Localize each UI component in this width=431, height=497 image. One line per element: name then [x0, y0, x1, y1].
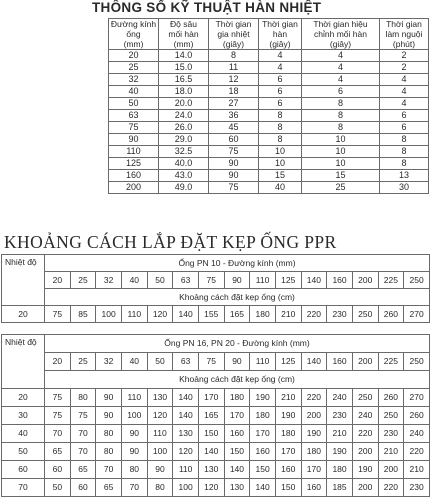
- weld-cell: 40.0: [159, 158, 209, 170]
- spacing-cell: 140: [173, 389, 199, 407]
- weld-header-line: làm nguội: [385, 29, 423, 39]
- spacing-cell: 230: [327, 407, 353, 425]
- spacing-cell: 70: [121, 479, 147, 497]
- diameter-cell: 32: [96, 353, 122, 371]
- weld-cell: 30: [380, 182, 429, 194]
- spacing-cell: 75: [45, 407, 71, 425]
- spacing-cell: 140: [173, 407, 199, 425]
- weld-cell: 6: [259, 86, 302, 98]
- spacing-cell: 190: [250, 389, 276, 407]
- spacing-cell: 90: [96, 407, 122, 425]
- spacing-cell: 200: [352, 479, 378, 497]
- spacing-cell: 240: [404, 425, 430, 443]
- spacing-cell: 140: [173, 306, 199, 323]
- diameter-cell: 63: [173, 353, 199, 371]
- weld-header-cell: [302, 19, 380, 50]
- weld-cell: 8: [302, 98, 380, 110]
- weld-header-cell: [380, 19, 429, 50]
- spacing-cell: 220: [352, 425, 378, 443]
- spacing-cell: 90: [147, 461, 173, 479]
- diameter-row: [2, 353, 430, 371]
- spacing-cell: 220: [301, 306, 327, 323]
- temperature-cell: 30: [2, 407, 45, 425]
- spacing-cell: 230: [378, 425, 404, 443]
- temperature-cell: 50: [2, 443, 45, 461]
- spacing-row: [2, 306, 430, 323]
- spacing-cell: 140: [224, 461, 250, 479]
- spacing-cell: 210: [275, 306, 301, 323]
- diameter-cell: 32: [96, 272, 122, 289]
- diameter-cell: 200: [352, 353, 378, 371]
- diameter-cell: 160: [327, 272, 353, 289]
- temperature-cell: 70: [2, 479, 45, 497]
- weld-cell: 2: [380, 50, 429, 62]
- diameter-cell: 25: [70, 272, 96, 289]
- spacing-cell: 180: [275, 425, 301, 443]
- spacing-cell: 75: [70, 407, 96, 425]
- spacing-cell: 85: [70, 306, 96, 323]
- weld-cell: 29.0: [159, 134, 209, 146]
- diameter-cell: 90: [224, 272, 250, 289]
- spacing-cell: 220: [404, 443, 430, 461]
- diameter-cell: 200: [352, 272, 378, 289]
- spacing-cell: 120: [198, 479, 224, 497]
- spacing-cell: 200: [378, 461, 404, 479]
- spacing-cell: 50: [45, 479, 71, 497]
- spacing-cell: 200: [352, 443, 378, 461]
- diameter-cell: 250: [404, 272, 430, 289]
- spacing-label-row: [2, 289, 430, 306]
- weld-cell: 75: [109, 122, 159, 134]
- weld-row: [109, 122, 429, 134]
- spacing-row: [2, 407, 430, 425]
- spacing-cell: 150: [275, 479, 301, 497]
- weld-cell: 6: [302, 86, 380, 98]
- spacing-cell: 65: [45, 443, 71, 461]
- spacing-cell: 100: [173, 479, 199, 497]
- temperature-cell: 60: [2, 461, 45, 479]
- weld-row: [109, 146, 429, 158]
- spacing-cell: 75: [45, 389, 71, 407]
- spacing-cell: 260: [378, 389, 404, 407]
- spacing-cell: 150: [250, 461, 276, 479]
- diameter-cell: 20: [45, 272, 71, 289]
- temperature-cell: 20: [2, 389, 45, 407]
- diameter-cell: 140: [301, 272, 327, 289]
- diameter-cell: 75: [198, 272, 224, 289]
- weld-cell: 6: [259, 98, 302, 110]
- spacing-cell: 65: [70, 461, 96, 479]
- spacing-cell: 270: [404, 306, 430, 323]
- weld-cell: 18: [209, 86, 259, 98]
- spacing-cell: 80: [96, 425, 122, 443]
- diameter-cell: 20: [45, 353, 71, 371]
- weld-cell: 8: [259, 134, 302, 146]
- weld-header-line: (mm): [123, 39, 144, 49]
- weld-cell: 8: [259, 110, 302, 122]
- spacing-cell: 70: [70, 443, 96, 461]
- weld-cell: 50: [109, 98, 159, 110]
- spacing-cell: 120: [147, 407, 173, 425]
- diameter-cell: 90: [224, 353, 250, 371]
- weld-cell: 4: [302, 50, 380, 62]
- weld-cell: 32: [109, 74, 159, 86]
- spacing-cell: 220: [301, 389, 327, 407]
- weld-cell: 75: [209, 182, 259, 194]
- weld-cell: 15: [259, 170, 302, 182]
- spacing-label-row: [2, 371, 430, 389]
- weld-cell: 6: [259, 74, 302, 86]
- weld-cell: 40: [259, 182, 302, 194]
- weld-cell: 10: [302, 134, 380, 146]
- weld-cell: 40: [109, 86, 159, 98]
- weld-header-line: (giây): [269, 39, 291, 49]
- weld-cell: 49.0: [159, 182, 209, 194]
- spacing-cell: 210: [404, 461, 430, 479]
- spacing-cell: 110: [173, 461, 199, 479]
- spacing-cell: 130: [198, 461, 224, 479]
- weld-header-line: gia nhiệt: [217, 29, 250, 39]
- weld-header-line: (giây): [222, 39, 245, 49]
- weld-cell: 8: [302, 122, 380, 134]
- spacing-cell: 250: [378, 407, 404, 425]
- pipe-diameter-label: Ống PN 10 - Đường kính (mm): [45, 255, 430, 272]
- weld-cell: 16.5: [159, 74, 209, 86]
- spacing-cell: 150: [198, 425, 224, 443]
- spacing-cell: 75: [45, 306, 71, 323]
- spacing-cell: 60: [70, 479, 96, 497]
- weld-cell: 4: [259, 62, 302, 74]
- clip-pipe-label-row: [2, 335, 430, 353]
- spacing-cell: 150: [224, 443, 250, 461]
- spacing-cell: 110: [121, 389, 147, 407]
- spacing-cell: 70: [96, 461, 122, 479]
- spacing-row: [2, 443, 430, 461]
- spacing-cell: 80: [96, 443, 122, 461]
- weld-cell: 43.0: [159, 170, 209, 182]
- weld-header-cell: [209, 19, 259, 50]
- weld-cell: 10: [302, 146, 380, 158]
- spacing-cell: 240: [327, 389, 353, 407]
- weld-cell: 15.0: [159, 62, 209, 74]
- spacing-cell: 80: [147, 479, 173, 497]
- weld-header-line: (phút): [392, 39, 416, 49]
- spacing-cell: 170: [275, 443, 301, 461]
- weld-cell: 15: [302, 170, 380, 182]
- weld-row: [109, 110, 429, 122]
- spacing-cell: 160: [301, 479, 327, 497]
- spacing-cell: 160: [224, 425, 250, 443]
- spacing-cell: 100: [121, 407, 147, 425]
- diameter-cell: 225: [378, 272, 404, 289]
- weld-row: [109, 182, 429, 194]
- weld-header-line: hàn: [272, 29, 288, 39]
- temperature-cell: 40: [2, 425, 45, 443]
- weld-cell: 20: [109, 50, 159, 62]
- spacing-cell: 170: [301, 461, 327, 479]
- spacing-cell: 190: [275, 407, 301, 425]
- temperature-label: Nhiệt độ: [2, 255, 45, 306]
- spacing-cell: 90: [121, 443, 147, 461]
- weld-specs-title: THÔNG SỐ KỸ THUẬT HÀN NHIỆT: [92, 0, 322, 15]
- spacing-cell: 140: [250, 479, 276, 497]
- diameter-cell: 125: [275, 353, 301, 371]
- weld-row: [109, 62, 429, 74]
- weld-row: [109, 98, 429, 110]
- weld-cell: 4: [380, 98, 429, 110]
- spacing-cell: 110: [121, 306, 147, 323]
- spacing-row: [2, 425, 430, 443]
- diameter-cell: 50: [147, 272, 173, 289]
- spacing-cell: 120: [173, 443, 199, 461]
- spacing-cell: 170: [198, 389, 224, 407]
- spacing-cell: 250: [352, 306, 378, 323]
- weld-cell: 90: [209, 170, 259, 182]
- weld-cell: 8: [209, 50, 259, 62]
- spacing-cell: 210: [378, 443, 404, 461]
- spacing-cell: 180: [250, 407, 276, 425]
- clip-spacing-title: KHOẢNG CÁCH LẮP ĐẶT KẸP ỐNG PPR: [4, 232, 337, 252]
- weld-cell: 24.0: [159, 110, 209, 122]
- weld-cell: 160: [109, 170, 159, 182]
- diameter-cell: 140: [301, 353, 327, 371]
- spacing-label: Khoảng cách đặt kẹp ống (cm): [45, 289, 430, 306]
- weld-cell: 60: [209, 134, 259, 146]
- spacing-cell: 100: [96, 306, 122, 323]
- weld-row: [109, 50, 429, 62]
- spacing-cell: 190: [301, 425, 327, 443]
- weld-cell: 4: [380, 86, 429, 98]
- weld-cell: 18.0: [159, 86, 209, 98]
- weld-header-line: (mm): [173, 39, 194, 49]
- spacing-cell: 220: [378, 479, 404, 497]
- weld-cell: 10: [302, 158, 380, 170]
- spacing-cell: 65: [96, 479, 122, 497]
- spacing-cell: 170: [224, 407, 250, 425]
- diameter-cell: 125: [275, 272, 301, 289]
- weld-cell: 6: [380, 122, 429, 134]
- weld-cell: 2: [380, 62, 429, 74]
- diameter-cell: 75: [198, 353, 224, 371]
- spacing-cell: 270: [404, 389, 430, 407]
- spacing-cell: 140: [198, 443, 224, 461]
- spacing-cell: 170: [250, 425, 276, 443]
- spacing-cell: 165: [224, 306, 250, 323]
- spacing-cell: 180: [301, 443, 327, 461]
- weld-cell: 200: [109, 182, 159, 194]
- weld-cell: 10: [259, 146, 302, 158]
- spacing-cell: 100: [147, 443, 173, 461]
- spacing-cell: 90: [121, 425, 147, 443]
- weld-cell: 8: [380, 146, 429, 158]
- spacing-row: [2, 461, 430, 479]
- weld-row: [109, 170, 429, 182]
- spacing-cell: 180: [250, 306, 276, 323]
- diameter-cell: 110: [250, 353, 276, 371]
- spacing-cell: 180: [327, 461, 353, 479]
- spacing-row: [2, 479, 430, 497]
- spacing-cell: 130: [224, 479, 250, 497]
- spacing-cell: 165: [198, 407, 224, 425]
- temperature-cell: 20: [2, 306, 45, 323]
- spacing-cell: 80: [70, 389, 96, 407]
- weld-cell: 90: [209, 158, 259, 170]
- spacing-cell: 80: [121, 461, 147, 479]
- weld-header-cell: [109, 19, 159, 50]
- spacing-cell: 260: [404, 407, 430, 425]
- diameter-row: [2, 272, 430, 289]
- spacing-cell: 190: [327, 443, 353, 461]
- weld-cell: 90: [109, 134, 159, 146]
- weld-cell: 14.0: [159, 50, 209, 62]
- weld-row: [109, 158, 429, 170]
- spacing-cell: 110: [147, 425, 173, 443]
- spacing-cell: 200: [301, 407, 327, 425]
- spacing-cell: 250: [352, 389, 378, 407]
- weld-cell: 13: [380, 170, 429, 182]
- spacing-cell: 185: [327, 479, 353, 497]
- spacing-cell: 60: [45, 461, 71, 479]
- weld-cell: 26.0: [159, 122, 209, 134]
- weld-row: [109, 74, 429, 86]
- diameter-cell: 160: [327, 353, 353, 371]
- spacing-cell: 210: [327, 425, 353, 443]
- diameter-cell: 110: [250, 272, 276, 289]
- spacing-cell: 70: [70, 425, 96, 443]
- weld-cell: 110: [109, 146, 159, 158]
- weld-cell: 45: [209, 122, 259, 134]
- spacing-cell: 240: [352, 407, 378, 425]
- weld-row: [109, 86, 429, 98]
- spacing-cell: 210: [275, 389, 301, 407]
- weld-header-cell: [259, 19, 302, 50]
- weld-cell: 11: [209, 62, 259, 74]
- weld-cell: 27: [209, 98, 259, 110]
- temperature-label: Nhiệt độ: [2, 335, 45, 389]
- spacing-cell: 120: [147, 306, 173, 323]
- spacing-cell: 90: [96, 389, 122, 407]
- weld-cell: 20.0: [159, 98, 209, 110]
- pn16-clip-table: [1, 334, 430, 497]
- weld-cell: 25: [109, 62, 159, 74]
- spacing-cell: 155: [198, 306, 224, 323]
- diameter-cell: 40: [121, 272, 147, 289]
- weld-row: [109, 134, 429, 146]
- weld-cell: 8: [302, 110, 380, 122]
- spacing-cell: 70: [45, 425, 71, 443]
- weld-cell: 8: [380, 134, 429, 146]
- weld-cell: 75: [209, 146, 259, 158]
- diameter-cell: 40: [121, 353, 147, 371]
- weld-header-row: [109, 19, 429, 50]
- weld-header-line: Đường kính: [110, 19, 157, 29]
- weld-cell: 4: [302, 74, 380, 86]
- weld-cell: 25: [302, 182, 380, 194]
- diameter-cell: 25: [70, 353, 96, 371]
- weld-cell: 36: [209, 110, 259, 122]
- weld-cell: 4: [380, 74, 429, 86]
- weld-cell: 8: [259, 122, 302, 134]
- diameter-cell: 250: [404, 353, 430, 371]
- weld-header-line: (giây): [329, 39, 352, 49]
- weld-cell: 4: [302, 62, 380, 74]
- diameter-cell: 50: [147, 353, 173, 371]
- weld-header-line: ống: [126, 29, 141, 39]
- weld-header-line: Thời gian: [386, 19, 422, 29]
- spacing-cell: 180: [224, 389, 250, 407]
- weld-cell: 10: [259, 158, 302, 170]
- spacing-cell: 260: [378, 306, 404, 323]
- spacing-cell: 230: [327, 306, 353, 323]
- spacing-cell: 130: [173, 425, 199, 443]
- weld-cell: 32.5: [159, 146, 209, 158]
- weld-header-cell: [159, 19, 209, 50]
- weld-header-line: mối hàn: [168, 29, 199, 39]
- weld-header-line: Thời gian: [262, 19, 298, 29]
- weld-header-line: chỉnh mối hàn: [314, 29, 367, 39]
- weld-cell: 12: [209, 74, 259, 86]
- weld-header-line: Thời gian hiệu: [313, 19, 368, 29]
- spacing-row: [2, 389, 430, 407]
- weld-cell: 6: [380, 110, 429, 122]
- weld-cell: 4: [259, 50, 302, 62]
- diameter-cell: 225: [378, 353, 404, 371]
- diameter-cell: 63: [173, 272, 199, 289]
- spacing-label: Khoảng cách đặt kẹp ống (cm): [45, 371, 430, 389]
- pipe-diameter-label: Ống PN 16, PN 20 - Đường kính (mm): [45, 335, 430, 353]
- weld-cell: 63: [109, 110, 159, 122]
- clip-pipe-label-row: [2, 255, 430, 272]
- pn10-clip-table: [1, 254, 430, 323]
- weld-header-line: Thời gian: [215, 19, 252, 29]
- weld-cell: 8: [380, 158, 429, 170]
- spacing-cell: 230: [404, 479, 430, 497]
- spacing-cell: 190: [352, 461, 378, 479]
- spacing-cell: 130: [147, 389, 173, 407]
- weld-header-line: Độ sâu: [170, 19, 197, 29]
- spacing-cell: 160: [275, 461, 301, 479]
- spacing-cell: 160: [250, 443, 276, 461]
- weld-cell: 125: [109, 158, 159, 170]
- weld-specs-table: [108, 18, 429, 194]
